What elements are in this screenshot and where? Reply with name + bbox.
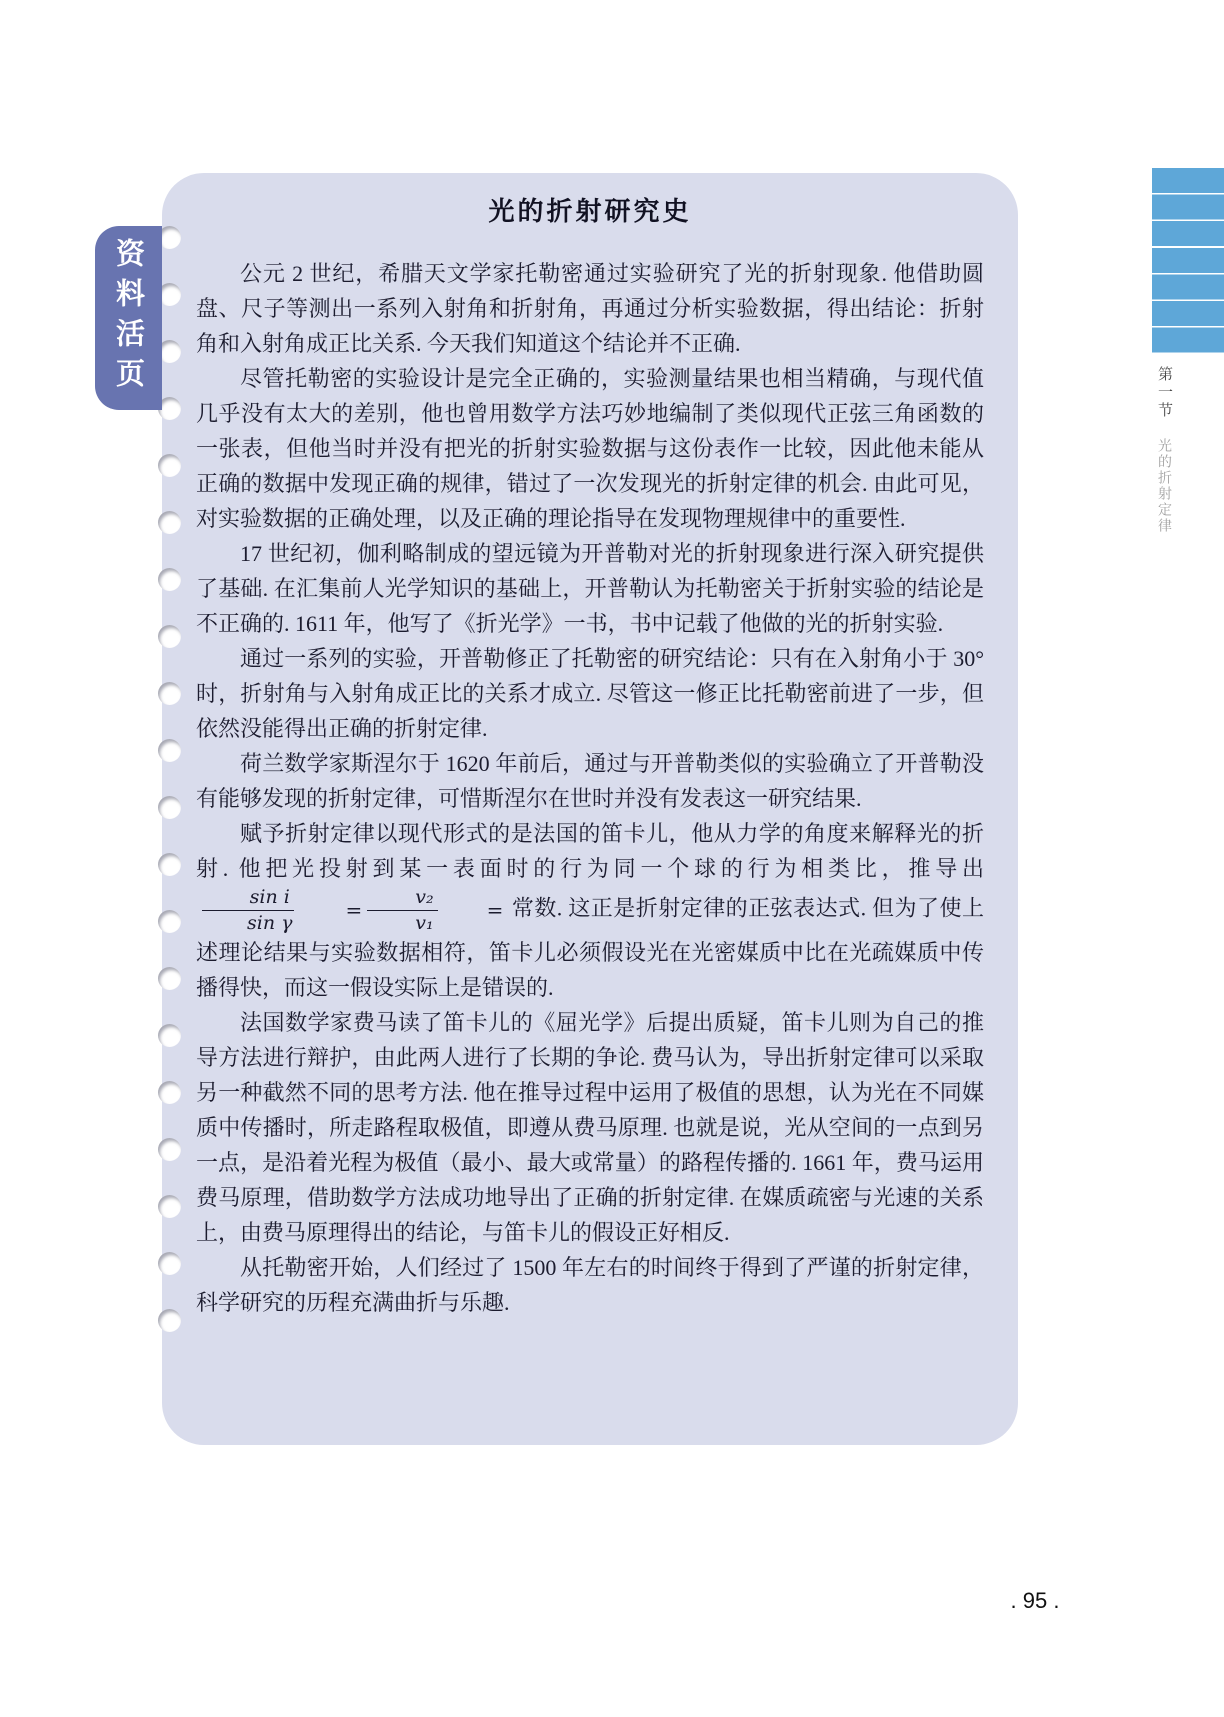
paragraph: 公元 2 世纪，希腊天文学家托勒密通过实验研究了光的折射现象. 他借助圆盘、尺子等测出一系列入射角和折射角，再通过分析实验数据，得出结论：折射角和入射角成正比关系. 今天我们知道这个结论并不正确. bbox=[196, 261, 984, 356]
formula-fraction-sines bbox=[199, 886, 296, 935]
paragraph: 尽管托勒密的实验设计是完全正确的，实验测量结果也相当精确，与现代值几乎没有太大的差别，他也曾用数学方法巧妙地编制了类似现代正弦三角函数的一张表，但他当时并没有把光的折射实验数据与这份表作一比较，因此他未能从正确的数据中发现正确的规律，错过了一次发现光的折射定律的机会. 由此可见，对实验数据的正确处理，以及正确的理论指导在发现物理规律中的重要性. bbox=[196, 366, 984, 531]
binder-hole bbox=[158, 910, 181, 933]
formula-v2: v₂ bbox=[367, 886, 437, 911]
binder-hole bbox=[158, 1309, 181, 1332]
binder-hole bbox=[158, 796, 181, 819]
content-panel bbox=[162, 173, 1018, 1445]
paragraph: 从托勒密开始，人们经过了 1500 年左右的时间终于得到了严谨的折射定律，科学研究的历程充满曲折与乐趣. bbox=[196, 1254, 984, 1315]
binder-hole bbox=[158, 967, 181, 990]
binder-hole bbox=[158, 739, 181, 762]
paragraph-with-formula bbox=[196, 816, 984, 1005]
material-insert-tab bbox=[95, 226, 162, 410]
section-number-label: 第一节 bbox=[1156, 366, 1173, 420]
paragraph: 法国数学家费马读了笛卡儿的《屈光学》后提出质疑，笛卡儿则为自己的推导方法进行辩护，由此两人进行了长期的争论. 费马认为，导出折射定律可以采取另一种截然不同的思考方法. 他在推导过程中运用了极值的思想，认为光在不同媒质中传播时，所走路程取极值，即遵从费马原理. 也就是说，光从空间的一点到另一点，是沿着光程为极值（最小、最大或常量）的路程传播的. 1661 年，费马运用费马原理，借助数学方法成功地导出了正确的折射定律. 在媒质疏密与光速的关系上，由费马原理得出的结论，与笛卡儿的假设正好相反. bbox=[196, 1009, 984, 1245]
paragraph: 通过一系列的实验，开普勒修正了托勒密的研究结论：只有在入射角小于 30°时，折射角与入射角成正比的关系才成立. 尽管这一修正比托勒密前进了一步，但依然没能得出正确的折射定律. bbox=[196, 646, 984, 741]
chapter-stripes-decoration bbox=[1152, 168, 1224, 354]
binder-hole bbox=[158, 454, 181, 477]
formula-sin-gamma: sin γ bbox=[247, 911, 293, 934]
formula-paragraph-post: 常数. 这正是折射定律的正弦表达式. 但为了使上述理论结果与实验数据相符，笛卡儿必须假设光在光密媒质中比在光疏媒质中传播得快，而这一假设实际上是错误的. bbox=[196, 895, 984, 1000]
formula-v1: v₁ bbox=[415, 911, 434, 934]
article-body bbox=[196, 256, 984, 1320]
formula-equals-sign: = bbox=[486, 897, 504, 922]
refraction-formula bbox=[199, 886, 508, 935]
material-insert-tab-label: 资料活页 bbox=[112, 238, 144, 398]
binder-hole bbox=[158, 1081, 181, 1104]
page-number: . 95 . bbox=[1010, 1588, 1060, 1613]
binder-hole bbox=[158, 568, 181, 591]
formula-sin-i: sin i bbox=[202, 886, 294, 911]
formula-equals-sign: = bbox=[345, 897, 363, 922]
binder-hole bbox=[158, 682, 181, 705]
paragraph: 荷兰数学家斯涅尔于 1620 年前后，通过与开普勒类似的实验确立了开普勒没有能够发现的折射定律，可惜斯涅尔在世时并没有发表这一研究结果. bbox=[196, 751, 984, 811]
formula-paragraph-pre: 赋予折射定律以现代形式的是法国的笛卡儿，他从力学的角度来解释光的折射. 他把光投射到某一表面时的行为同一个球的行为相类比，推导出 bbox=[196, 821, 984, 881]
binder-hole bbox=[158, 625, 181, 648]
article-title: 光的折射研究史 bbox=[488, 196, 692, 226]
binder-hole bbox=[158, 1138, 181, 1161]
section-title-label: 光的折射定律 bbox=[1157, 438, 1173, 534]
paragraph: 17 世纪初，伽利略制成的望远镜为开普勒对光的折射现象进行深入研究提供了基础. 在汇集前人光学知识的基础上，开普勒认为托勒密关于折射实验的结论是不正确的. 1611 年，他写了《折光学》一书，书中记载了他做的光的折射实验. bbox=[196, 541, 984, 636]
binder-hole bbox=[158, 1195, 181, 1218]
formula-fraction-velocities bbox=[367, 886, 437, 935]
binder-hole bbox=[158, 1024, 181, 1047]
binder-hole bbox=[158, 511, 181, 534]
binder-hole bbox=[158, 1252, 181, 1275]
binder-hole bbox=[158, 853, 181, 876]
